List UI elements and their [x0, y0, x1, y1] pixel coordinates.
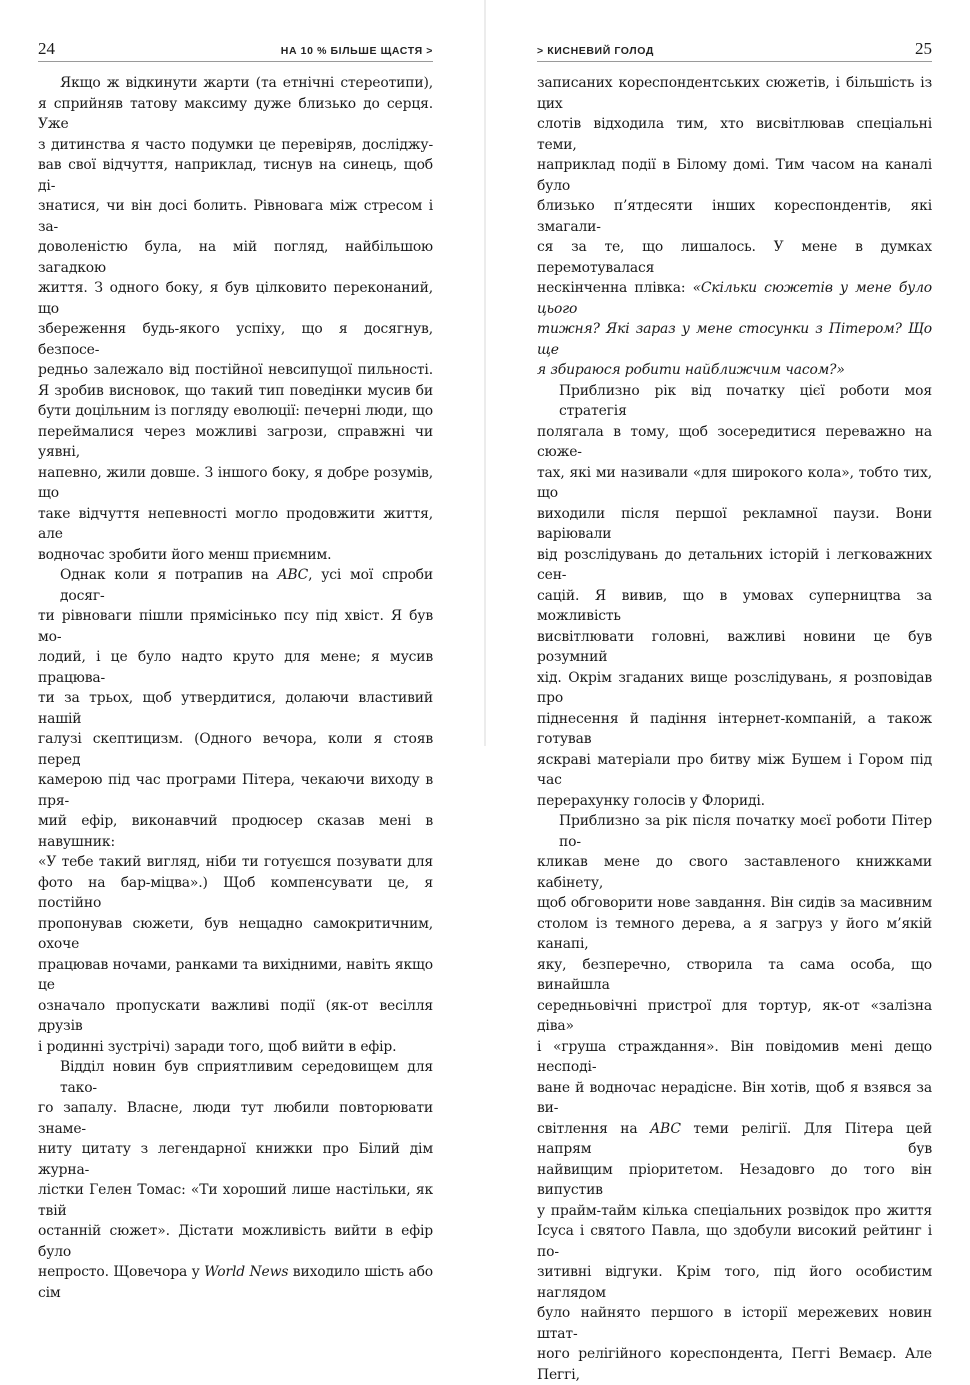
left-body-text [38, 73, 433, 1303]
right-running-head [537, 40, 932, 62]
text-line: фото на бар-міцва».) Щоб компенсувати це, я постійно [38, 874, 433, 911]
left-running-head [38, 40, 433, 62]
text-line: я збираюся робити найближчим часом?» [537, 362, 845, 378]
text-line: збереження будь-якого успіху, що я досягнув, безпосе- [38, 321, 433, 358]
text-line: Я зробив висновок, що такий тип поведінки мусив би [38, 382, 433, 399]
text-line: з дитинства я часто подумки це перевіряв, досліджу- [38, 136, 433, 153]
text-line: працював ночами, ранками та вихідними, навіть якщо це [38, 956, 433, 993]
text-line: Приблизно за рік після початку моєї роботи Пітер по- [559, 813, 932, 850]
text-line: бути доцільним із погляду еволюції: печерні люди, що [38, 403, 433, 419]
text-line: і «груша страждання». Він повідомив мені дещо несподі- [537, 1038, 932, 1075]
text-line: редньо залежало від постійної невсипущої пильності. [38, 362, 433, 378]
text-line: ти за трьох, щоб утвердитися, долаючи властивий нашій [38, 690, 433, 727]
text-line: пропонував сюжети, був нещадно самокритичним, охоче [38, 915, 433, 952]
text-line: я сприйняв татову максиму дуже близько до серця. Уже [38, 95, 433, 132]
text-line: Ісуса і святого Павла, що здобули високий рейтинг і по- [537, 1223, 932, 1260]
text-line: водночас зробити його менш приємним. [38, 546, 332, 563]
text-line: середньовічні пристрої для тортур, як-от «залізна діва» [537, 997, 932, 1034]
text-line: ти рівноваги пішли прямісінько псу під хвіст. Я був мо- [38, 608, 433, 645]
text-line: означало пропускати важливі події (як-от весілля друзів [38, 997, 433, 1034]
text-line: «У тебе такий вигляд, ніби ти готуєшся позувати для [38, 854, 433, 870]
text-line: лодий, і це було надто круто для мене; я мусив працюва- [38, 649, 433, 686]
text-line: хід. Окрім згаданих вище розслідувань, я розповідав про [537, 669, 932, 706]
text-line: ване й водночас нерадісне. Він хотів, щоб я взявся за ви- [537, 1079, 932, 1116]
text-line: тижня? Які зараз у мене стосунки з Пітером? Що ще [537, 321, 932, 358]
text-line: світлення на ABC теми релігії. Для Пітера цей напрям був [537, 1120, 932, 1157]
text-line: наприклад події в Білому домі. Тим часом на каналі було [537, 157, 932, 194]
text-line: переймалися через можливі загрози, справжні чи уявні, [38, 423, 433, 460]
text-line: Відділ новин був сприятливим середовищем для тако- [60, 1059, 433, 1096]
text-line: лістки Гелен Томас: «Ти хороший лише настільки, як твій [38, 1182, 433, 1219]
text-line: виходили після першої рекламної паузи. Вони варіювали [537, 505, 932, 542]
text-line: у прайм-тайм кілька спеціальних розвідок про життя [537, 1202, 932, 1219]
text-line: полягала в тому, щоб зосередитися переважно на сюже- [537, 423, 932, 460]
text-line: камерою під час програми Пітера, чекаючи виходу в пря- [38, 772, 433, 809]
text-line: останній сюжет». Дістати можливість вийти в ефір було [38, 1223, 433, 1260]
text-line: тах, які ми називали «для широкого кола», тобто тих, що [537, 464, 932, 501]
text-line: яскраві матеріали про битву між Бушем і Гором під час [537, 751, 932, 788]
right-body-text [537, 73, 932, 1385]
text-line: столом із темного дерева, а я загруз у його м’якій канапі, [537, 915, 932, 952]
text-line: кликав мене до свого заставленого книжками кабінету, [537, 854, 932, 891]
text-line: найвищим пріоритетом. Незадовго до того він випустив [537, 1161, 932, 1198]
text-line: напевно, жили довше. З іншого боку, я добре розумів, що [38, 464, 433, 501]
text-line: Приблизно рік від початку цієї роботи моя стратегія [559, 382, 932, 419]
text-line: близько п’ятдесяти інших кореспондентів, які змагали- [537, 198, 932, 235]
text-line: від розслідувань до детальних історій і легковажних сен- [537, 546, 932, 583]
text-line: галузі скептицизм. (Одного вечора, коли я стояв перед [38, 731, 433, 768]
left-page [0, 0, 485, 1301]
text-line: записаних кореспондентських сюжетів, і більшість із цих [537, 75, 932, 112]
text-line: ного релігійного кореспондента, Пеггі Вемаєр. Але Пеггі, [537, 1346, 932, 1383]
text-line: знатися, чи він досі болить. Рівновага між стресом і за- [38, 198, 433, 235]
text-line: доволеністю була, на мій погляд, найбільшою загадкою [38, 239, 433, 276]
text-line: і родинні зустрічі) заради того, щоб вийти в ефір. [38, 1038, 397, 1055]
text-line: таке відчуття непевності могло продовжити життя, але [38, 505, 433, 542]
text-line: нескінченна плівка: «Скільки сюжетів у мене було цього [537, 280, 932, 317]
right-page-number: 25 [915, 39, 932, 58]
text-line: мий ефір, виконавчий продюсер сказав мені в навушник: [38, 813, 433, 850]
text-line: яку, безперечно, створила та сама особа, що винайшла [537, 956, 932, 993]
right-page [485, 0, 970, 1383]
text-line: висвітлювати головні, важливі новини це був розумний [537, 628, 932, 665]
right-running-title: > КИСНЕВИЙ ГОЛОД [537, 45, 654, 57]
text-line: щоб обговорити нове завдання. Він сидів за масивним [537, 895, 932, 911]
text-line: непросто. Щовечора у World News виходило шість або сім [38, 1264, 434, 1301]
text-line: перерахунку голосів у Флориді. [537, 792, 765, 809]
text-line: сацій. Я вивив, що в умовах суперництва за можливість [537, 587, 932, 624]
text-line: було найнято першого в історії мережевих новин штат- [537, 1305, 932, 1342]
left-running-title: НА 10 % БІЛЬШЕ ЩАСТЯ > [280, 45, 433, 57]
text-line: ниту цитату з легендарної книжки про Білий дім журна- [38, 1141, 433, 1178]
left-page-number: 24 [38, 39, 55, 58]
text-line: зитивні відгуки. Крім того, під його особистим наглядом [537, 1264, 932, 1301]
text-line: ся за те, що лишалось. У мене в думках перемотувалася [537, 239, 932, 276]
text-line: вав свої відчуття, наприклад, тиснув на синець, щоб ді- [38, 157, 433, 194]
text-line: життя. З одного боку, я був цілковито переконаний, що [38, 280, 433, 317]
text-line: го запалу. Власне, люди тут любили повторювати знаме- [38, 1100, 433, 1137]
text-line: слотів відходила тим, хто висвітлював спеціальні теми, [537, 116, 932, 153]
text-line: Якщо ж відкинути жарти (та етнічні стереотипи), [60, 75, 433, 91]
text-line: Однак коли я потрапив на ABC, усі мої спроби досяг- [60, 567, 433, 604]
text-line: піднесення й падіння інтернет-компаній, а також готував [537, 710, 932, 747]
